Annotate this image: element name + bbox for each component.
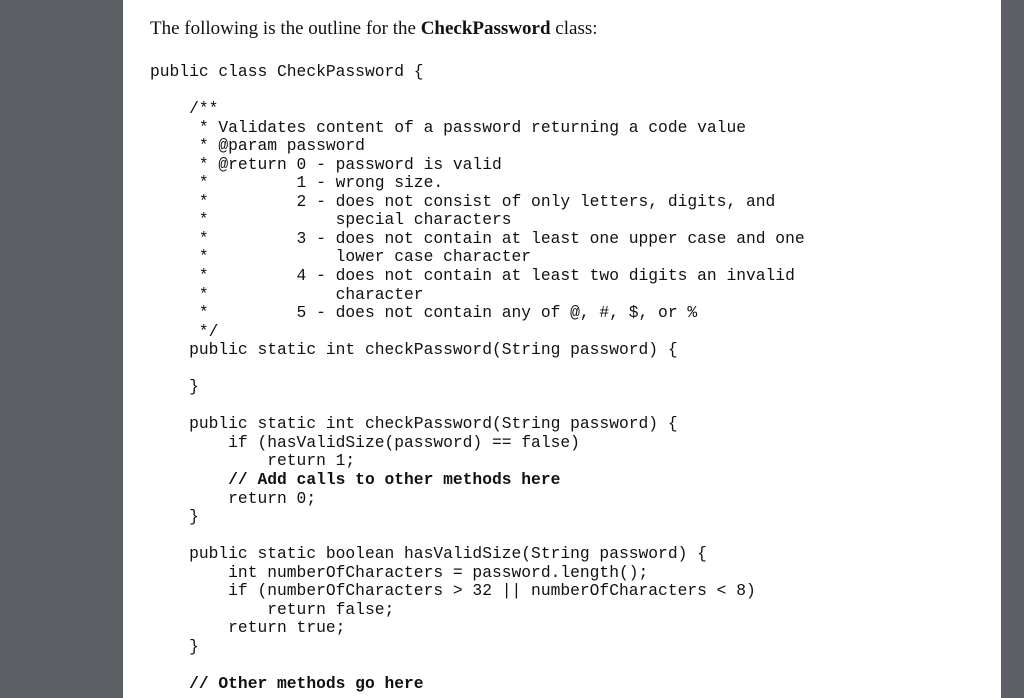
code-line	[150, 82, 805, 101]
code-line: }	[150, 377, 199, 397]
code-line: * @return 0 - password is valid	[150, 154, 502, 174]
code-line: public static int checkPassword(String password) {	[150, 414, 678, 434]
heading-suffix: class:	[550, 18, 598, 39]
code-line: * character	[150, 284, 424, 304]
code-line: if (hasValidSize(password) == false)	[150, 432, 580, 452]
heading-class-name: CheckPassword	[420, 18, 551, 39]
code-listing	[150, 63, 805, 694]
code-line: * Validates content of a password returning a code value	[150, 117, 746, 137]
code-line: * 2 - does not consist of only letters, digits, and	[150, 191, 776, 211]
code-line: public class CheckPassword {	[150, 62, 424, 81]
code-line: * @param password	[150, 136, 365, 156]
page-heading	[150, 18, 598, 40]
code-line: return true;	[150, 618, 346, 638]
code-line: return false;	[150, 599, 395, 619]
code-line: public static boolean hasValidSize(String password) {	[150, 544, 707, 564]
code-line: * 5 - does not contain any of @, #, $, or %	[150, 303, 698, 323]
code-line: * special characters	[150, 210, 512, 230]
heading-prefix: The following is the outline for the	[150, 18, 421, 39]
code-line: * 1 - wrong size.	[150, 173, 444, 193]
code-line: * 4 - does not contain at least two digits an invalid	[150, 266, 795, 286]
code-line	[150, 360, 805, 379]
code-line	[150, 657, 805, 676]
code-line: * 3 - does not contain at least one upper case and one	[150, 228, 805, 248]
code-line: if (numberOfCharacters > 32 || numberOfCharacters < 8)	[150, 581, 756, 601]
code-comment-line: // Other methods go here	[150, 674, 424, 694]
code-line: public static int checkPassword(String password) {	[150, 340, 678, 360]
code-line: }	[150, 507, 199, 527]
code-line	[150, 527, 805, 546]
code-comment-line: // Add calls to other methods here	[150, 470, 561, 490]
code-line: * lower case character	[150, 247, 532, 267]
code-line: return 0;	[150, 488, 317, 508]
code-line: int numberOfCharacters = password.length();	[150, 562, 649, 582]
code-line: }	[150, 636, 199, 656]
document-page	[123, 0, 1001, 698]
code-line: return 1;	[150, 451, 356, 471]
code-line: */	[150, 321, 219, 341]
code-line	[150, 397, 805, 416]
code-line: /**	[150, 99, 219, 119]
